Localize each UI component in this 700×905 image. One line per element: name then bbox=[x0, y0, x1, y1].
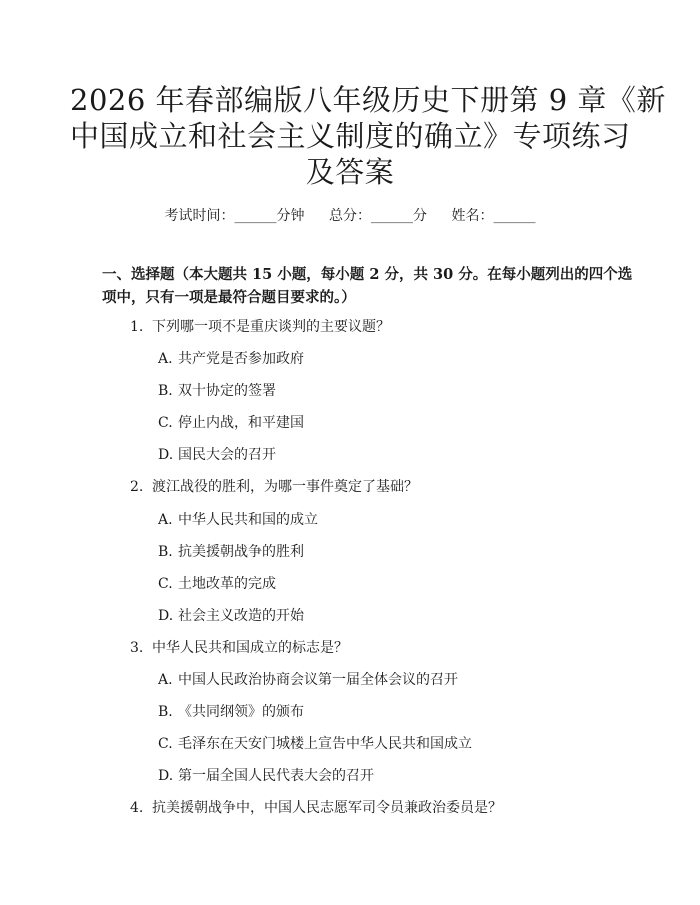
question-number: 3. bbox=[130, 640, 144, 656]
section-header-line-2: 项中，只有一项是最符合题目要求的。） bbox=[102, 289, 356, 306]
option-text: 社会主义改造的开始 bbox=[178, 608, 304, 624]
question-text: 抗美援朝战争中，中国人民志愿军司令员兼政治委员是？ bbox=[152, 800, 502, 816]
question-2-option-d bbox=[158, 607, 304, 625]
question-3 bbox=[130, 639, 348, 657]
option-letter: B. bbox=[158, 383, 173, 399]
question-3-option-c bbox=[158, 735, 472, 753]
question-number: 4. bbox=[130, 800, 144, 816]
option-text: 第一届全国人民代表大会的召开 bbox=[178, 768, 374, 784]
page-title bbox=[70, 82, 666, 190]
question-1-option-c bbox=[158, 414, 304, 432]
option-text: 土地改革的完成 bbox=[178, 576, 276, 592]
question-4 bbox=[130, 799, 502, 817]
option-letter: A. bbox=[158, 512, 173, 528]
question-text: 下列哪一项不是重庆谈判的主要议题？ bbox=[152, 319, 390, 335]
option-text: 国民大会的召开 bbox=[178, 447, 276, 463]
option-letter: D. bbox=[158, 608, 174, 624]
exam-name: 姓名：______ bbox=[451, 208, 536, 224]
option-text: 共产党是否参加政府 bbox=[178, 351, 304, 367]
option-text: 抗美援朝战争的胜利 bbox=[178, 544, 304, 560]
question-1 bbox=[130, 318, 390, 336]
question-1-option-d bbox=[158, 446, 276, 464]
option-letter: C. bbox=[158, 576, 173, 592]
option-letter: B. bbox=[158, 704, 173, 720]
title-line-3: 及答案 bbox=[305, 155, 395, 189]
question-3-option-a bbox=[158, 671, 458, 689]
question-number: 1. bbox=[130, 319, 144, 335]
option-letter: D. bbox=[158, 768, 174, 784]
option-letter: C. bbox=[158, 415, 173, 431]
option-text: 中国人民政治协商会议第一届全体会议的召开 bbox=[178, 672, 458, 688]
question-2-option-c bbox=[158, 575, 276, 593]
option-letter: B. bbox=[158, 544, 173, 560]
question-2-option-a bbox=[158, 511, 318, 529]
question-2 bbox=[130, 478, 418, 496]
question-3-option-d bbox=[158, 767, 374, 785]
title-line-2: 中国成立和社会主义制度的确立》专项练习 bbox=[70, 119, 631, 153]
question-3-option-b bbox=[158, 703, 304, 721]
exam-info bbox=[0, 205, 700, 225]
section-header-line-1: 一、选择题（本大题共 15 小题，每小题 2 分，共 30 分。在每小题列出的四个选 bbox=[102, 266, 633, 283]
option-text: 《共同纲领》的颁布 bbox=[178, 704, 304, 720]
question-2-option-b bbox=[158, 543, 304, 561]
question-number: 2. bbox=[130, 479, 144, 495]
section-header bbox=[102, 263, 633, 309]
option-letter: A. bbox=[158, 351, 173, 367]
option-text: 停止内战，和平建国 bbox=[178, 415, 304, 431]
option-text: 毛泽东在天安门城楼上宣告中华人民共和国成立 bbox=[178, 736, 472, 752]
question-1-option-a bbox=[158, 350, 304, 368]
option-letter: A. bbox=[158, 672, 173, 688]
question-text: 渡江战役的胜利，为哪一事件奠定了基础？ bbox=[152, 479, 418, 495]
exam-time: 考试时间：______分钟 bbox=[164, 208, 305, 224]
option-letter: D. bbox=[158, 447, 174, 463]
title-line-1: 2026 年春部编版八年级历史下册第 9 章《新 bbox=[70, 83, 666, 117]
option-letter: C. bbox=[158, 736, 173, 752]
question-1-option-b bbox=[158, 382, 276, 400]
option-text: 中华人民共和国的成立 bbox=[178, 512, 318, 528]
exam-score: 总分：______分 bbox=[329, 208, 427, 224]
option-text: 双十协定的签署 bbox=[178, 383, 276, 399]
question-text: 中华人民共和国成立的标志是？ bbox=[152, 640, 348, 656]
